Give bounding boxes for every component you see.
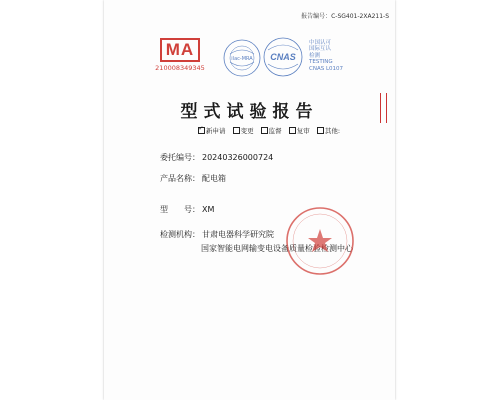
report-number: 报告编号：C-SG401-2XA211-S (301, 13, 389, 20)
model-field (160, 204, 214, 215)
cnas-line: 中国认可 (309, 40, 332, 46)
cnas-line: 国际互认 (309, 46, 332, 53)
org-value-1: 甘肃电器科学研究院 (202, 230, 274, 239)
official-red-stamp (284, 205, 356, 277)
commission-label: 委托编号： (160, 153, 200, 162)
cnas-line: CNAS L0107 (309, 65, 344, 72)
cnas-line: TESTING (309, 59, 333, 66)
option-label: 新申请 (206, 127, 226, 135)
commission-value: 20240326000724 (202, 153, 274, 162)
cnas-seal (262, 36, 304, 78)
model-value: XM (202, 205, 215, 214)
cnas-line: 检测 (309, 52, 321, 59)
checkbox-icon[interactable] (261, 127, 268, 134)
cma-logo (150, 38, 210, 72)
model-label: 型 号： (160, 205, 200, 214)
cma-number: 210008349345 (155, 64, 205, 72)
report-type-options (198, 126, 345, 135)
option-label: 监督 (268, 127, 282, 135)
checkbox-icon[interactable] (317, 127, 324, 134)
cma-mark: MA (160, 38, 200, 62)
report-title: 型式试验报告 (180, 102, 319, 122)
checkbox-icon[interactable] (289, 127, 296, 134)
product-value: 配电箱 (202, 174, 226, 183)
checkbox-icon[interactable] (233, 127, 240, 134)
cnas-logo-text: CNAS (270, 52, 296, 62)
cnas-accreditation-text (309, 40, 343, 72)
option-label: 复审 (296, 127, 310, 135)
option-new[interactable] (198, 126, 226, 135)
org-value-2: 国家智能电网输变电设备质量检验检测中心 (201, 244, 353, 253)
checkbox-checked-icon[interactable] (198, 127, 205, 134)
org-label: 检测机构： (160, 230, 200, 239)
option-supervision[interactable] (261, 126, 282, 135)
option-label: 变更 (240, 127, 254, 135)
product-label: 产品名称： (160, 174, 200, 183)
option-change[interactable] (233, 126, 254, 135)
commission-number-field (160, 152, 273, 163)
option-other[interactable] (317, 126, 340, 135)
report-page (104, 0, 395, 400)
ilac-mra-seal (222, 38, 262, 78)
product-name-field (160, 173, 226, 184)
option-label: 其他: (324, 127, 341, 135)
option-review[interactable] (289, 126, 310, 135)
testing-org-field (160, 229, 274, 240)
ilac-seal-text: ilac-MRA (231, 56, 253, 62)
